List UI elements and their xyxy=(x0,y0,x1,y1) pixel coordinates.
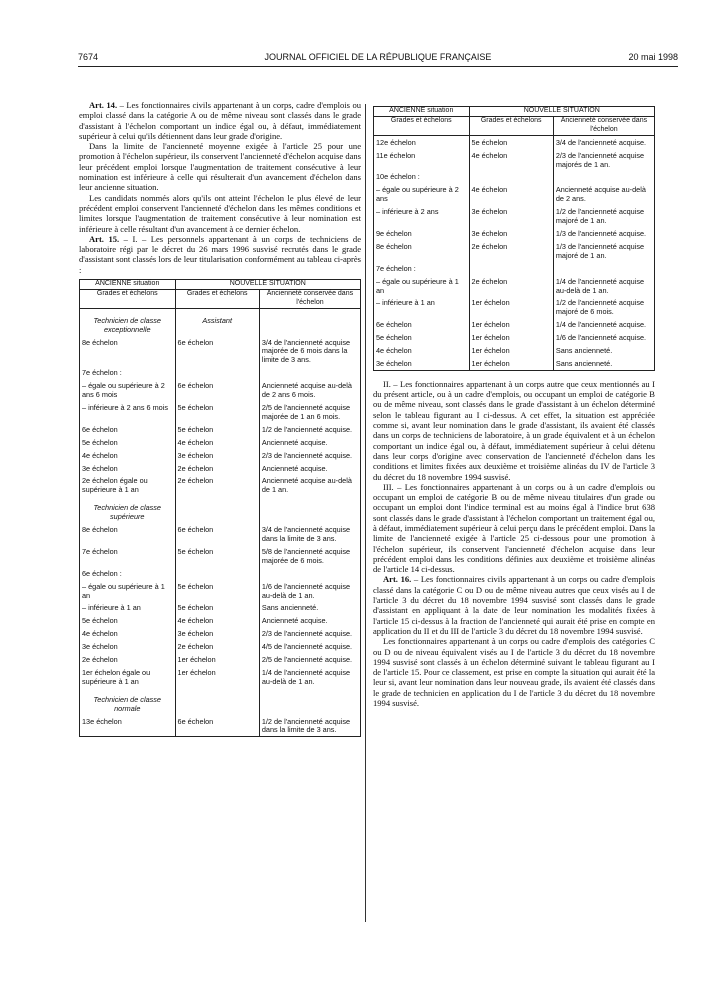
cell-seniority: 2/5 de l'ancienneté acquise. xyxy=(259,653,360,666)
col-head-anciennete: Ancienneté conservée dans l'échelon xyxy=(259,289,360,308)
cell-new-grade: 6e échelon xyxy=(175,523,259,545)
cell-previous-grade: 7e échelon : xyxy=(82,368,122,378)
table-section-row xyxy=(80,496,361,523)
header-rule xyxy=(78,66,678,67)
table-row xyxy=(80,580,361,602)
col-head-anciennete: Ancienneté conservée dans l'échelon xyxy=(553,116,654,135)
cell-previous-grade: 4e échelon xyxy=(82,450,118,460)
cell-previous-grade: Technicien de classe supérieure xyxy=(93,503,161,522)
table-row xyxy=(80,567,361,580)
cell-seniority: 4/5 de l'ancienneté acquise. xyxy=(259,640,360,653)
cell-previous-grade: 3e échelon xyxy=(82,642,118,652)
cell-previous-grade: 5e échelon xyxy=(82,616,118,626)
table-row xyxy=(80,653,361,666)
cell-seniority: Ancienneté acquise au-delà de 1 an. xyxy=(259,474,360,496)
cell-seniority: 2/3 de l'ancienneté acquise. xyxy=(259,449,360,462)
cell-new-grade: 5e échelon xyxy=(469,135,553,148)
cell-previous-grade: 8e échelon xyxy=(376,241,412,251)
cell-previous-grade: 5e échelon xyxy=(376,333,412,343)
cell-previous-grade: 9e échelon xyxy=(376,228,412,238)
cell-new-grade xyxy=(175,688,259,715)
cell-seniority: 1/3 de l'ancienneté acquise majoré de 1 an. xyxy=(553,240,654,262)
cell-new-grade: 5e échelon xyxy=(175,580,259,602)
table-row xyxy=(80,401,361,423)
col-head-nouvelle: NOUVELLE SITUATION xyxy=(469,107,654,117)
cell-new-grade: 3e échelon xyxy=(175,449,259,462)
cell-previous-grade: 6e échelon xyxy=(376,320,412,330)
cell-seniority xyxy=(259,308,360,335)
cell-new-grade: 1er échelon xyxy=(175,666,259,688)
art14-label: Art. 14. xyxy=(89,100,118,110)
cell-new-grade: 4e échelon xyxy=(469,149,553,171)
cell-seniority xyxy=(259,567,360,580)
table-row xyxy=(80,423,361,436)
table-section-row xyxy=(80,688,361,715)
table-2-body xyxy=(374,135,655,370)
cell-seniority xyxy=(259,496,360,523)
cell-seniority: Sans ancienneté. xyxy=(553,357,654,370)
table-row xyxy=(80,366,361,379)
cell-previous-grade: 8e échelon xyxy=(82,525,118,535)
table-row xyxy=(80,379,361,401)
cell-new-grade: 2e échelon xyxy=(175,462,259,475)
table-row xyxy=(374,135,655,148)
table-row xyxy=(374,227,655,240)
table-row xyxy=(374,149,655,171)
col-head-grades: Grades et échelons xyxy=(80,289,176,308)
cell-new-grade: 5e échelon xyxy=(175,401,259,423)
cell-new-grade xyxy=(175,567,259,580)
cell-seniority: Sans ancienneté. xyxy=(259,601,360,614)
cell-new-grade: 1er échelon xyxy=(469,318,553,331)
cell-new-grade: 5e échelon xyxy=(175,423,259,436)
table-row xyxy=(80,474,361,496)
page-number: 7674 xyxy=(78,52,99,62)
cell-seniority: 1/6 de l'ancienneté acquise. xyxy=(553,331,654,344)
cell-previous-grade: – égale ou supérieure à 1 an xyxy=(376,276,459,295)
cell-previous-grade: – inférieure à 2 ans xyxy=(376,207,439,217)
cell-new-grade: 4e échelon xyxy=(175,614,259,627)
art15-paragraph-1 xyxy=(79,234,361,275)
cell-seniority: 3/4 de l'ancienneté acquise majorée de 6 mois dans la limite de 3 ans. xyxy=(259,336,360,367)
col-head-ancienne: ANCIENNE situation xyxy=(80,280,176,290)
cell-seniority xyxy=(259,688,360,715)
table-row xyxy=(80,545,361,567)
cell-seniority: 1/2 de l'ancienneté acquise dans la limite de 3 ans. xyxy=(259,715,360,737)
table-row xyxy=(374,205,655,227)
cell-seniority: 1/3 de l'ancienneté acquise. xyxy=(553,227,654,240)
table-row xyxy=(80,715,361,737)
cell-seniority: 5/8 de l'ancienneté acquise majorée de 6 mois. xyxy=(259,545,360,567)
cell-new-grade xyxy=(469,170,553,183)
cell-previous-grade: 6e échelon : xyxy=(82,568,122,578)
cell-previous-grade: 13e échelon xyxy=(82,716,122,726)
column-divider xyxy=(365,104,366,922)
table-row xyxy=(80,666,361,688)
col-head-ancienne: ANCIENNE situation xyxy=(374,107,470,117)
cell-seniority: Ancienneté acquise au-delà de 2 ans 6 mois. xyxy=(259,379,360,401)
cell-previous-grade: – égale ou supérieure à 1 an xyxy=(82,581,165,600)
table-row xyxy=(374,262,655,275)
col-head-nouvelle: NOUVELLE SITUATION xyxy=(175,280,360,290)
cell-seniority: 1/2 de l'ancienneté acquise majoré de 6 mois. xyxy=(553,296,654,318)
cell-seniority: Ancienneté acquise. xyxy=(259,436,360,449)
cell-previous-grade: 4e échelon xyxy=(82,629,118,639)
cell-seniority: 1/4 de l'ancienneté acquise au-delà de 1 an. xyxy=(553,275,654,297)
cell-new-grade: 1er échelon xyxy=(469,357,553,370)
table-row xyxy=(80,627,361,640)
cell-new-grade: 6e échelon xyxy=(175,379,259,401)
col-head-grades-new: Grades et échelons xyxy=(469,116,553,135)
journal-title: JOURNAL OFFICIEL DE LA RÉPUBLIQUE FRANÇAISE xyxy=(264,52,492,62)
cell-new-grade: 2e échelon xyxy=(469,240,553,262)
cell-seniority xyxy=(553,170,654,183)
table-row xyxy=(80,601,361,614)
cell-seniority: Sans ancienneté. xyxy=(553,344,654,357)
cell-previous-grade: 5e échelon xyxy=(82,437,118,447)
cell-previous-grade: – égale ou supérieure à 2 ans xyxy=(376,185,459,204)
art15-label: Art. 15. xyxy=(89,233,120,244)
cell-new-grade: 3e échelon xyxy=(175,627,259,640)
cell-new-grade: 5e échelon xyxy=(175,545,259,567)
cell-previous-grade: 6e échelon xyxy=(82,424,118,434)
cell-previous-grade: 3e échelon xyxy=(82,463,118,473)
cell-new-grade: 1er échelon xyxy=(469,344,553,357)
cell-previous-grade: 4e échelon xyxy=(376,346,412,356)
table-row xyxy=(80,640,361,653)
art16-text-1: – Les fonctionnaires civils appartenant à un corps ou cadre d'emplois classé dans la catégorie C ou D ou de même niveau autres que ceux visés au I de l'article 3 du décret du 18 novembre 1994 susvisé sont classés dans le grade d'assistant en appliquant à la date de leur nomination les modalités fixées à l'article 15 ci-dessus à la fraction de l'ancienneté qui aurait été prise en compte en application du II et du III de l'article 3 du décret du 18 novembre 1994 susvisé. xyxy=(373,574,655,636)
table-1-body xyxy=(80,308,361,737)
right-column xyxy=(373,100,655,708)
table-row xyxy=(374,344,655,357)
col-head-grades: Grades et échelons xyxy=(374,116,470,135)
cell-new-grade: 2e échelon xyxy=(469,275,553,297)
col-head-grades-new: Grades et échelons xyxy=(175,289,259,308)
table-row xyxy=(80,523,361,545)
cell-previous-grade: – inférieure à 2 ans 6 mois xyxy=(82,403,168,413)
cell-new-grade xyxy=(175,366,259,379)
cell-seniority: 1/4 de l'ancienneté acquise. xyxy=(553,318,654,331)
cell-previous-grade: 1er échelon égale ou supérieure à 1 an xyxy=(82,667,151,686)
table-row xyxy=(374,318,655,331)
cell-previous-grade: Technicien de classe exceptionnelle xyxy=(93,315,161,334)
cell-previous-grade: 2e échelon égale ou supérieure à 1 an xyxy=(82,476,148,495)
table-row xyxy=(374,331,655,344)
cell-new-grade: 4e échelon xyxy=(469,183,553,205)
cell-previous-grade: 11e échelon xyxy=(376,150,416,160)
cell-seniority: Ancienneté acquise au-delà de 2 ans. xyxy=(553,183,654,205)
cell-new-grade: 1er échelon xyxy=(469,296,553,318)
cell-previous-grade: 7e échelon xyxy=(82,546,118,556)
classification-table-2 xyxy=(373,106,655,371)
cell-seniority: 2/3 de l'ancienneté acquise. xyxy=(259,627,360,640)
cell-seniority: 3/4 de l'ancienneté acquise dans la limite de 3 ans. xyxy=(259,523,360,545)
art16-paragraph-1 xyxy=(373,574,655,636)
cell-seniority xyxy=(553,262,654,275)
cell-new-grade: Assistant xyxy=(175,308,259,335)
table-row xyxy=(374,357,655,370)
art15-text-1: – I. – Les personnels appartenant à un corps de techniciens de laboratoire régi par le décret du 26 mars 1996 susvisé recrutés dans le grade d'assistant sont classés lors de leur titularisation conformément au tableau ci-après : xyxy=(79,233,361,275)
cell-seniority: 1/2 de l'ancienneté acquise. xyxy=(259,423,360,436)
cell-new-grade: 6e échelon xyxy=(175,336,259,367)
art14-paragraph-2: Dans la limite de l'ancienneté moyenne exigée à l'article 25 pour une promotion à l'échelon supérieur, ils conservent l'ancienneté d'échelon acquise dans leur précédent emploi lorsque l'augmentation de traitement consécutive à leur nomination est inférieure à celle qui résulterait d'un avancement d'échelon dans leur ancienne situation. xyxy=(79,141,361,193)
cell-seniority: 1/2 de l'ancienneté acquise majoré de 1 an. xyxy=(553,205,654,227)
art15-paragraph-2: II. – Les fonctionnaires appartenant à un corps autre que ceux mentionnés au I du présent article, ou à un cadre d'emplois, ou occupant un emploi de catégorie B ou de même niveau, sont classés dans le grade d'assistant à un échelon déterminé selon le tableau figurant au I ci-dessus. A cet effet, la situation est appréciée comme si, avant leur nomination dans le grade d'assistant, ils avaient été classés dans un corps de techniciens de laboratoire, à un grade équivalent et à un échelon comportant un indice égal ou, à défaut, immédiatement supérieur à celui détenu dans leur corps d'origine avec conservation de l'ancienneté d'échelon dans les conditions et limites fixées aux deuxième et troisième alinéas du IV de l'article 3 du décret du 18 novembre 1994 susvisé. xyxy=(373,378,655,482)
cell-new-grade: 4e échelon xyxy=(175,436,259,449)
cell-new-grade: 5e échelon xyxy=(175,601,259,614)
cell-new-grade: 3e échelon xyxy=(469,227,553,240)
cell-new-grade: 3e échelon xyxy=(469,205,553,227)
table-row xyxy=(374,170,655,183)
cell-previous-grade: 2e échelon xyxy=(82,655,118,665)
cell-previous-grade: 8e échelon xyxy=(82,337,118,347)
table-row xyxy=(374,240,655,262)
issue-date: 20 mai 1998 xyxy=(628,52,678,62)
table-row xyxy=(80,462,361,475)
cell-seniority: 1/6 de l'ancienneté acquise au-delà de 1 an. xyxy=(259,580,360,602)
cell-previous-grade: 10e échelon : xyxy=(376,172,420,182)
page-header xyxy=(78,52,678,66)
cell-new-grade: 2e échelon xyxy=(175,474,259,496)
cell-previous-grade: 12e échelon xyxy=(376,137,416,147)
cell-seniority: Ancienneté acquise. xyxy=(259,614,360,627)
art15-paragraph-3: III. – Les fonctionnaires appartenant à un corps ou à un cadre d'emplois ou occupant un emploi de catégorie B ou de même niveau titulaires d'un grade ou occupant un emploi dont l'indice terminal est au moins égal à l'indice brut 638 sont classés dans le grade d'assistant à l'échelon comportant un traitement égal ou, à défaut, immédiatement supérieur à celui perçu dans le précédent emploi. Dans la limite de l'ancienneté exigée à l'article 25 ci-dessous pour une promotion à l'échelon supérieur, ils conservent l'ancienneté d'échelon acquise dans leur précédent emploi dans les conditions définies aux deuxième et troisième alinéas de l'article 14 ci-dessus. xyxy=(373,481,655,575)
cell-previous-grade: 7e échelon : xyxy=(376,263,416,273)
cell-new-grade xyxy=(175,496,259,523)
art14-paragraph-1 xyxy=(79,100,361,141)
table-row xyxy=(80,614,361,627)
table-row xyxy=(374,183,655,205)
table-row xyxy=(80,436,361,449)
cell-seniority: 2/3 de l'ancienneté acquise majorés de 1 an. xyxy=(553,149,654,171)
art16-paragraph-2: Les fonctionnaires appartenant à un corps ou cadre d'emplois des catégories C ou D ou de niveau équivalent visés au I de l'article 3 du décret du 18 novembre 1994 susvisé sont classés à un échelon déterminé suivant le tableau figurant au I de l'article 15. Pour ce classement, est prise en compte la situation qui aurait été la leur si, avant leur nomination dans leur nouveau grade, ils avaient été classés dans le grade de technicien en application du I de l'article 3 du décret du 18 novembre 1994 susvisé. xyxy=(373,636,655,709)
cell-seniority: Ancienneté acquise. xyxy=(259,462,360,475)
cell-previous-grade: 3e échelon xyxy=(376,358,412,368)
cell-seniority: 1/4 de l'ancienneté acquise au-delà de 1 an. xyxy=(259,666,360,688)
cell-new-grade: 6e échelon xyxy=(175,715,259,737)
art16-label: Art. 16. xyxy=(383,574,412,585)
cell-previous-grade: Technicien de classe normale xyxy=(93,694,161,713)
cell-seniority: 2/5 de l'ancienneté acquise majorée de 1 an 6 mois. xyxy=(259,401,360,423)
cell-previous-grade: – égale ou supérieure à 2 ans 6 mois xyxy=(82,381,165,400)
cell-new-grade xyxy=(469,262,553,275)
art14-text-1: – Les fonctionnaires civils appartenant à un corps, cadre d'emplois ou emploi classé dans la catégorie A ou de même niveau sont classés dans le grade d'assistant à l'échelon comportant un indice égal ou, à défaut, immédiatement supérieur à celui qu'ils détiennent dans leur grade d'origine. xyxy=(79,100,361,141)
cell-previous-grade: – inférieure à 1 an xyxy=(376,298,435,308)
cell-new-grade: 2e échelon xyxy=(175,640,259,653)
cell-previous-grade: – inférieure à 1 an xyxy=(82,603,141,613)
left-column xyxy=(79,100,361,737)
table-section-row xyxy=(80,308,361,335)
art14-paragraph-3: Les candidats nommés alors qu'ils ont atteint l'échelon le plus élevé de leur précédent emploi conservent l'ancienneté d'échelon dans les mêmes conditions et limites lorsque l'augmentation de traitement consécutive à leur nomination est inférieure à celle résultant d'un avancement à ce dernier échelon. xyxy=(79,192,361,234)
cell-new-grade: 1er échelon xyxy=(175,653,259,666)
table-row xyxy=(80,336,361,367)
cell-seniority: 3/4 de l'ancienneté acquise. xyxy=(553,135,654,148)
table-row xyxy=(374,275,655,297)
classification-table-1 xyxy=(79,279,361,737)
table-row xyxy=(80,449,361,462)
cell-new-grade: 1er échelon xyxy=(469,331,553,344)
cell-seniority xyxy=(259,366,360,379)
table-row xyxy=(374,296,655,318)
